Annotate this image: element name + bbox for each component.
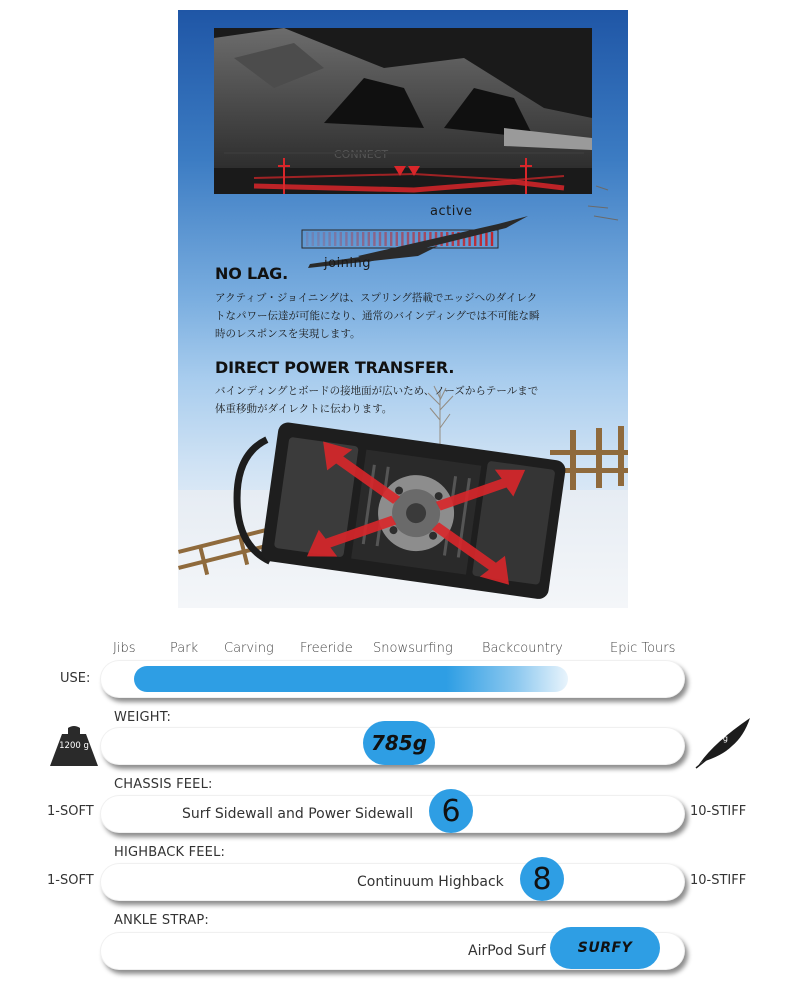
section-title-no-lag: NO LAG.	[215, 264, 288, 283]
body-line: バインディングとボードの接地面が広いため、ノーズからテールまで	[215, 385, 539, 397]
use-category-snowsurfing: Snowsurfing	[373, 641, 453, 656]
chassis-max-label: 10-STIFF	[690, 804, 747, 819]
section-body-direct-power	[215, 382, 595, 418]
use-range-bar	[100, 660, 685, 698]
meter-tick	[328, 232, 330, 246]
section-title-direct-power: DIRECT POWER TRANSFER.	[215, 358, 455, 377]
binding-base-photo	[218, 420, 598, 606]
highback-max-label: 10-STIFF	[690, 873, 747, 888]
highback-rating-pill: 8	[520, 857, 564, 901]
meter-tick	[312, 232, 314, 246]
binding-side-photo	[214, 28, 592, 194]
chassis-rating-pill: 6	[429, 789, 473, 833]
chassis-bar	[100, 795, 685, 833]
meter-tick	[340, 232, 342, 246]
highback-bar	[100, 863, 685, 901]
weight-title: WEIGHT:	[114, 710, 172, 725]
use-label: USE:	[60, 671, 91, 686]
meter-tick	[491, 232, 493, 246]
meter-tick	[379, 232, 381, 246]
ankle-strap-bar	[100, 932, 685, 970]
ankle-strap-type-pill: SURFY	[550, 927, 660, 969]
promo-panel	[178, 10, 628, 608]
ankle-strap-title: ANKLE STRAP:	[114, 913, 209, 928]
chassis-min-label: 1-SOFT	[47, 804, 94, 819]
body-line: 体重移動がダイレクトに伝わります。	[215, 403, 393, 415]
chassis-title: CHASSIS FEEL:	[114, 777, 213, 792]
joining-label: joining	[324, 256, 372, 271]
weight-bar	[100, 727, 685, 765]
binding-side-illustration	[214, 28, 592, 194]
highback-description: Continuum Highback	[357, 874, 504, 890]
body-line: 時のレスポンスを実現します。	[215, 328, 361, 340]
active-joining-meter	[298, 206, 538, 276]
ankle-strap-description: AirPod Surf	[468, 943, 546, 959]
meter-tick	[345, 232, 347, 246]
use-category-backcountry: Backcountry	[482, 641, 563, 656]
use-category-park: Park	[170, 641, 199, 656]
highback-min-label: 1-SOFT	[47, 873, 94, 888]
meter-tick	[373, 232, 375, 246]
chassis-description: Surf Sidewall and Power Sidewall	[182, 806, 414, 822]
meter-tick	[384, 232, 386, 246]
use-category-freeride: Freeride	[300, 641, 353, 656]
use-range-fill	[134, 666, 568, 692]
meter-tick	[317, 232, 319, 246]
meter-tick	[485, 232, 487, 246]
meter-tick	[351, 232, 353, 246]
meter-tick	[401, 232, 403, 246]
meter-tick	[362, 232, 364, 246]
weight-light-label: 500 g	[705, 734, 728, 743]
meter-tick	[390, 232, 392, 246]
weight-value-pill: 785g	[363, 721, 435, 765]
meter-tick	[306, 232, 308, 246]
highback-title: HIGHBACK FEEL:	[114, 845, 226, 860]
weight-heavy-label: 1200 g	[59, 741, 89, 751]
use-category-carving: Carving	[224, 641, 274, 656]
svg-text:CONNECT: CONNECT	[334, 148, 389, 161]
meter-tick	[356, 232, 358, 246]
body-line: トなパワー伝達が可能になり、通常のバインディングでは不可能な瞬	[215, 310, 540, 322]
meter-tick	[334, 232, 336, 246]
active-label: active	[430, 204, 473, 219]
use-category-epic-tours: Epic Tours	[610, 641, 676, 656]
meter-tick	[323, 232, 325, 246]
feather-light-icon	[692, 716, 756, 770]
meter-tick	[407, 232, 409, 246]
section-body-no-lag	[215, 289, 595, 343]
meter-tick	[368, 232, 370, 246]
body-line: アクティブ・ジョイニングは、スプリング搭載でエッジへのダイレク	[215, 292, 538, 304]
meter-tick	[396, 232, 398, 246]
use-category-jibs: Jibs	[113, 641, 136, 656]
